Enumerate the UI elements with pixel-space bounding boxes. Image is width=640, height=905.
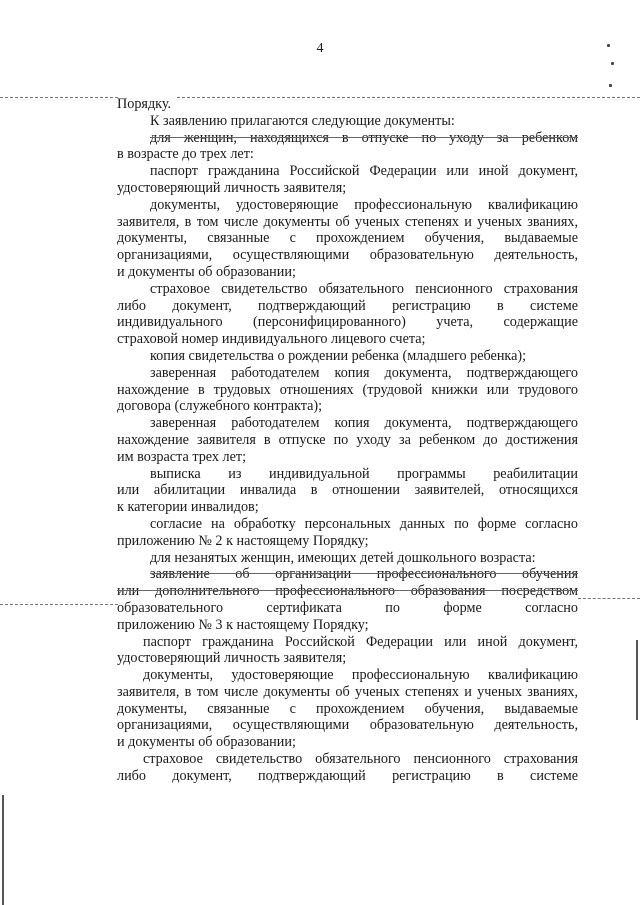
text-line: и документы об образовании; [117,734,296,751]
text-line: образовательного сертификата по форме согласно [117,599,578,616]
text-line: заявление об организации профессионального обучения [150,566,578,583]
text-line: или дополнительного профессионального образования посредством [117,583,578,600]
text-line: договора (служебного контракта); [117,398,323,415]
text-line: согласие на обработку персональных данных по форме согласно [150,515,578,532]
text-line: заявителя, в том числе документы об ученых степенях и ученых званиях, [117,683,578,700]
text-line: заверенная работодателем копия документа, подтверждающего [150,415,578,432]
text-line: и документы об образовании; [117,263,296,280]
text-line: нахождение заявителя в отпуске по уходу за ребенком до достижения [117,431,578,448]
text-line: документы, удостоверяющие профессиональную квалификацию [150,196,578,213]
scan-line [0,97,118,98]
text-line: для женщин, находящихся в отпуске по уходу за ребенком [150,129,578,146]
text-line: паспорт гражданина Российской Федерации или иной документ, [143,633,578,650]
text-line: к категории инвалидов; [117,499,259,516]
text-line: им возраста трех лет; [117,448,247,465]
text-line: Порядку. [117,96,172,112]
text-line: документы, удостоверяющие профессиональную квалификацию [143,667,578,684]
text-line: К заявлению прилагаются следующие документы: [150,112,455,129]
scan-dot [611,62,614,65]
text-line: документы, связанные с прохождением обучения, выдаваемые [117,700,578,717]
text-line: удостоверяющий личность заявителя; [117,650,347,667]
text-line: заявителя, в том числе документы об ученых степенях и ученых званиях, [117,213,578,230]
text-line: организациями, осуществляющими образовательную деятельность, [117,717,578,734]
text-line: для незанятых женщин, имеющих детей дошкольного возраста: [150,549,536,566]
text-line: документы, связанные с прохождением обучения, выдаваемые [117,230,578,247]
text-line: либо документ, подтверждающий регистрацию в системе [117,297,578,314]
text-line: индивидуального (персонифицированного) учета, содержащие [117,314,578,331]
scan-mark [636,640,638,720]
text-line: заверенная работодателем копия документа, подтверждающего [150,364,578,381]
text-line: паспорт гражданина Российской Федерации или иной документ, [150,163,578,180]
text-line: страховое свидетельство обязательного пенсионного страхования [150,280,578,297]
text-line: приложению № 2 к настоящему Порядку; [117,532,369,549]
document-body [117,96,578,785]
text-line: в возрасте до трех лет: [117,146,254,163]
text-line: либо документ, подтверждающий регистрацию в системе [117,767,578,784]
text-line: выписка из индивидуальной программы реабилитации [150,465,578,482]
scan-dot [609,84,612,87]
text-line: страховое свидетельство обязательного пенсионного страхования [143,751,578,768]
page-number: 4 [316,41,324,56]
text-line: нахождение в трудовых отношениях (трудовой книжки или трудового [117,381,578,398]
scan-line [0,604,118,605]
text-line: страховой номер индивидуального лицевого счета; [117,331,426,348]
text-line: копия свидетельства о рождении ребенка (младшего ребенка); [150,347,527,364]
scan-line [578,598,640,599]
text-line: приложению № 3 к настоящему Порядку; [117,616,369,633]
scan-mark [2,795,4,905]
scan-dot [607,44,610,47]
text-line: организациями, осуществляющими образовательную деятельность, [117,247,578,264]
text-line: удостоверяющий личность заявителя; [117,179,347,196]
text-line: или абилитации инвалида в отношении заявителей, относящихся [117,482,578,499]
